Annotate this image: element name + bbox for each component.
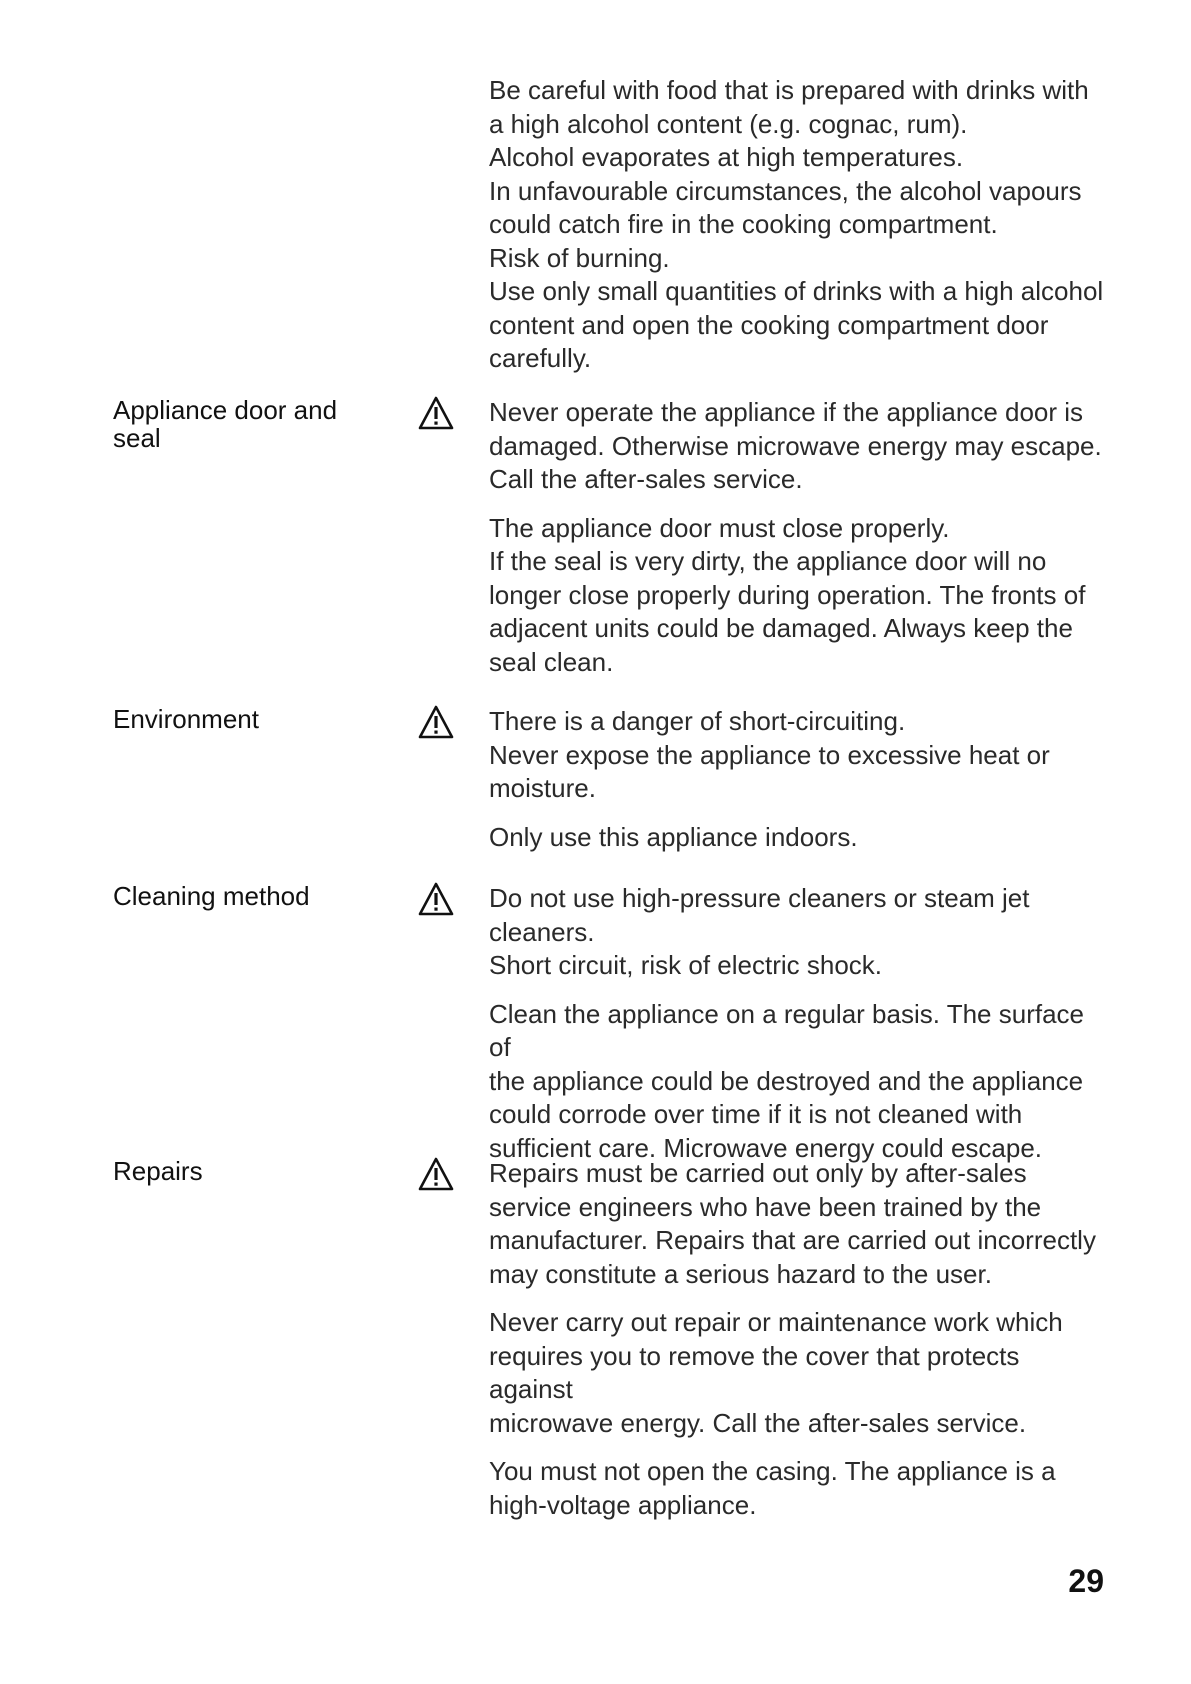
section-paragraph: There is a danger of short-circuiting. Never expose the appliance to excessive heat or moisture. [489,706,1050,803]
warning-triangle-icon [418,1157,454,1191]
section-paragraph: Clean the appliance on a regular basis. The surface of the appliance could be destroyed and the appliance could corrode over time if it is not cleaned with sufficient care. Microwave energy could escape. [489,998,1085,1163]
warning-triangle-icon [418,396,454,430]
warning-triangle-icon [418,882,454,916]
section-heading: Environment [113,704,259,734]
section-content [489,882,1109,1180]
section-paragraph: Do not use high-pressure cleaners or steam jet cleaners. Short circuit, risk of electric shock. [489,883,1030,980]
warning-triangle-icon [418,705,454,739]
page-number: 29 [1068,1563,1104,1599]
section-paragraph: The appliance door must close properly. If the seal is very dirty, the appliance door will no longer close properly during operation. The fronts of adjacent units could be damaged. Always keep the seal clean. [489,512,1086,677]
section-heading: Appliance door and seal [113,395,338,453]
section-paragraph: Only use this appliance indoors. [489,821,858,852]
intro-paragraph: Be careful with food that is prepared with drinks with a high alcohol content (e.g. cognac, rum). Alcohol evaporates at high temperatures. In unfavourable circumstances, the alcohol vapours could catch fire in the cooking compartment. Risk of burning. Use only small quantities of drinks with a high alcohol content and open the cooking compartment door carefully. [489,75,1104,373]
section-content [489,1157,1109,1537]
section-heading: Cleaning method [113,881,310,911]
section-content [489,705,1109,869]
section-heading: Repairs [113,1156,203,1186]
section-paragraph: You must not open the casing. The appliance is a high-voltage appliance. [489,1456,1056,1520]
intro-content [489,74,1109,391]
section-paragraph: Never operate the appliance if the appliance door is damaged. Otherwise microwave energy may escape. Call the after-sales service. [489,397,1102,494]
section-paragraph: Never carry out repair or maintenance work which requires you to remove the cover that protects against microwave energy. Call the after-sales service. [489,1307,1063,1438]
section-paragraph: Repairs must be carried out only by after-sales service engineers who have been trained by the manufacturer. Repairs that are carried out incorrectly may constitute a serious hazard to the user. [489,1158,1096,1289]
section-content [489,396,1109,694]
